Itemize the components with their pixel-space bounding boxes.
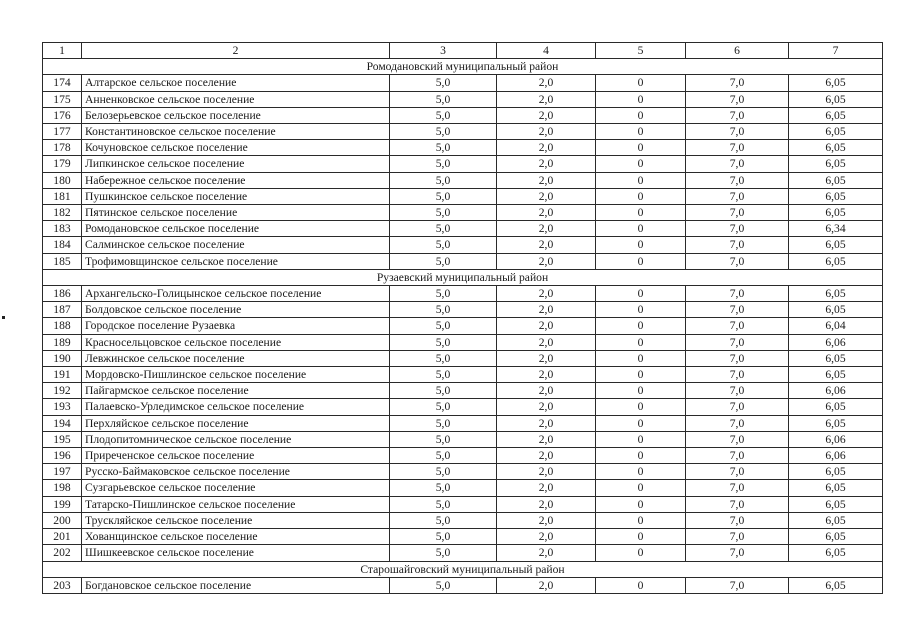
row-number: 182 [43, 205, 82, 221]
value-cell: 2,0 [497, 383, 596, 399]
value-cell: 2,0 [497, 253, 596, 269]
value-cell: 2,0 [497, 545, 596, 561]
settlement-name: Шишкеевское сельское поселение [82, 545, 390, 561]
value-cell: 0 [596, 156, 686, 172]
section-row [43, 59, 883, 75]
value-cell: 0 [596, 367, 686, 383]
value-cell: 5,0 [390, 512, 497, 528]
settlement-name: Белозерьевское сельское поселение [82, 107, 390, 123]
value-cell: 5,0 [390, 399, 497, 415]
table-row [43, 367, 883, 383]
value-cell: 7,0 [686, 415, 789, 431]
settlement-name: Мордовско-Пишлинское сельское поселение [82, 367, 390, 383]
table-row [43, 318, 883, 334]
settlement-name: Трускляйское сельское поселение [82, 512, 390, 528]
value-cell: 5,0 [390, 286, 497, 302]
settlement-name: Татарско-Пишлинское сельское поселение [82, 496, 390, 512]
section-title: Ромодановский муниципальный район [43, 59, 883, 75]
value-cell: 2,0 [497, 188, 596, 204]
settlement-name: Плодопитомническое сельское поселение [82, 431, 390, 447]
settlement-name: Анненковское сельское поселение [82, 91, 390, 107]
settlement-name: Русско-Баймаковское сельское поселение [82, 464, 390, 480]
table-row [43, 302, 883, 318]
value-cell: 2,0 [497, 302, 596, 318]
value-cell: 7,0 [686, 156, 789, 172]
value-cell: 6,05 [789, 172, 883, 188]
table-row [43, 464, 883, 480]
header-cell: 3 [390, 43, 497, 59]
value-cell: 7,0 [686, 464, 789, 480]
value-cell: 7,0 [686, 334, 789, 350]
row-number: 194 [43, 415, 82, 431]
header-cell: 2 [82, 43, 390, 59]
row-number: 190 [43, 350, 82, 366]
value-cell: 2,0 [497, 140, 596, 156]
value-cell: 2,0 [497, 512, 596, 528]
settlement-name: Болдовское сельское поселение [82, 302, 390, 318]
value-cell: 5,0 [390, 124, 497, 140]
table-row [43, 512, 883, 528]
table-row [43, 577, 883, 593]
row-number: 187 [43, 302, 82, 318]
value-cell: 7,0 [686, 318, 789, 334]
row-number: 195 [43, 431, 82, 447]
value-cell: 2,0 [497, 448, 596, 464]
row-number: 186 [43, 286, 82, 302]
table-row [43, 480, 883, 496]
value-cell: 7,0 [686, 286, 789, 302]
table-row [43, 253, 883, 269]
scan-speck [2, 316, 5, 319]
row-number: 181 [43, 188, 82, 204]
row-number: 178 [43, 140, 82, 156]
value-cell: 6,05 [789, 545, 883, 561]
settlement-name: Сузгарьевское сельское поселение [82, 480, 390, 496]
value-cell: 5,0 [390, 415, 497, 431]
settlement-name: Пушкинское сельское поселение [82, 188, 390, 204]
section-title: Старошайговский муниципальный район [43, 561, 883, 577]
value-cell: 5,0 [390, 480, 497, 496]
value-cell: 7,0 [686, 205, 789, 221]
value-cell: 6,05 [789, 140, 883, 156]
value-cell: 2,0 [497, 415, 596, 431]
row-number: 183 [43, 221, 82, 237]
value-cell: 7,0 [686, 577, 789, 593]
value-cell: 6,05 [789, 496, 883, 512]
row-number: 199 [43, 496, 82, 512]
value-cell: 6,05 [789, 577, 883, 593]
table-row [43, 334, 883, 350]
row-number: 180 [43, 172, 82, 188]
value-cell: 2,0 [497, 367, 596, 383]
value-cell: 6,06 [789, 431, 883, 447]
value-cell: 6,05 [789, 512, 883, 528]
value-cell: 0 [596, 124, 686, 140]
settlement-name: Константиновское сельское поселение [82, 124, 390, 140]
table-row [43, 107, 883, 123]
value-cell: 0 [596, 399, 686, 415]
value-cell: 5,0 [390, 577, 497, 593]
value-cell: 0 [596, 350, 686, 366]
settlement-name: Перхляйское сельское поселение [82, 415, 390, 431]
value-cell: 2,0 [497, 399, 596, 415]
table-row [43, 237, 883, 253]
row-number: 200 [43, 512, 82, 528]
value-cell: 7,0 [686, 107, 789, 123]
value-cell: 2,0 [497, 172, 596, 188]
value-cell: 6,05 [789, 107, 883, 123]
value-cell: 5,0 [390, 91, 497, 107]
table-row [43, 448, 883, 464]
table-row [43, 545, 883, 561]
value-cell: 6,05 [789, 188, 883, 204]
value-cell: 7,0 [686, 75, 789, 91]
value-cell: 5,0 [390, 350, 497, 366]
value-cell: 0 [596, 286, 686, 302]
table-row [43, 205, 883, 221]
table-row [43, 221, 883, 237]
value-cell: 5,0 [390, 140, 497, 156]
settlement-name: Городское поселение Рузаевка [82, 318, 390, 334]
value-cell: 0 [596, 237, 686, 253]
table-row [43, 431, 883, 447]
value-cell: 6,04 [789, 318, 883, 334]
value-cell: 5,0 [390, 448, 497, 464]
row-number: 185 [43, 253, 82, 269]
row-number: 184 [43, 237, 82, 253]
value-cell: 7,0 [686, 496, 789, 512]
value-cell: 5,0 [390, 205, 497, 221]
settlement-name: Набережное сельское поселение [82, 172, 390, 188]
value-cell: 2,0 [497, 318, 596, 334]
row-number: 198 [43, 480, 82, 496]
value-cell: 5,0 [390, 302, 497, 318]
row-number: 201 [43, 529, 82, 545]
value-cell: 2,0 [497, 480, 596, 496]
table-body [43, 59, 883, 594]
value-cell: 2,0 [497, 91, 596, 107]
value-cell: 5,0 [390, 496, 497, 512]
header-cell: 5 [596, 43, 686, 59]
value-cell: 5,0 [390, 156, 497, 172]
table-row [43, 156, 883, 172]
section-row [43, 269, 883, 285]
row-number: 189 [43, 334, 82, 350]
settlement-name: Салминское сельское поселение [82, 237, 390, 253]
header-row [43, 43, 883, 59]
value-cell: 2,0 [497, 529, 596, 545]
value-cell: 5,0 [390, 221, 497, 237]
table-row [43, 91, 883, 107]
value-cell: 2,0 [497, 124, 596, 140]
settlement-name: Трофимовщинское сельское поселение [82, 253, 390, 269]
row-number: 174 [43, 75, 82, 91]
value-cell: 0 [596, 75, 686, 91]
value-cell: 2,0 [497, 156, 596, 172]
row-number: 196 [43, 448, 82, 464]
value-cell: 5,0 [390, 107, 497, 123]
row-number: 193 [43, 399, 82, 415]
value-cell: 0 [596, 172, 686, 188]
value-cell: 6,05 [789, 350, 883, 366]
table-row [43, 415, 883, 431]
value-cell: 2,0 [497, 221, 596, 237]
row-number: 192 [43, 383, 82, 399]
section-row [43, 561, 883, 577]
header-cell: 7 [789, 43, 883, 59]
row-number: 191 [43, 367, 82, 383]
value-cell: 6,34 [789, 221, 883, 237]
value-cell: 7,0 [686, 512, 789, 528]
settlement-name: Левжинское сельское поселение [82, 350, 390, 366]
value-cell: 2,0 [497, 496, 596, 512]
value-cell: 6,05 [789, 124, 883, 140]
table-row [43, 188, 883, 204]
settlement-name: Богдановское сельское поселение [82, 577, 390, 593]
value-cell: 6,05 [789, 253, 883, 269]
value-cell: 0 [596, 464, 686, 480]
value-cell: 0 [596, 334, 686, 350]
value-cell: 7,0 [686, 383, 789, 399]
value-cell: 7,0 [686, 91, 789, 107]
settlement-name: Ромодановское сельское поселение [82, 221, 390, 237]
value-cell: 7,0 [686, 172, 789, 188]
value-cell: 0 [596, 205, 686, 221]
value-cell: 5,0 [390, 334, 497, 350]
settlement-name: Приреченское сельское поселение [82, 448, 390, 464]
header-cell: 6 [686, 43, 789, 59]
value-cell: 2,0 [497, 237, 596, 253]
value-cell: 6,05 [789, 75, 883, 91]
value-cell: 6,05 [789, 367, 883, 383]
value-cell: 2,0 [497, 75, 596, 91]
value-cell: 6,05 [789, 415, 883, 431]
settlement-name: Кочуновское сельское поселение [82, 140, 390, 156]
row-number: 177 [43, 124, 82, 140]
value-cell: 6,05 [789, 205, 883, 221]
value-cell: 7,0 [686, 399, 789, 415]
value-cell: 5,0 [390, 383, 497, 399]
row-number: 179 [43, 156, 82, 172]
value-cell: 7,0 [686, 431, 789, 447]
section-title: Рузаевский муниципальный район [43, 269, 883, 285]
value-cell: 7,0 [686, 545, 789, 561]
table-row [43, 286, 883, 302]
settlement-name: Красносельцовское сельское поселение [82, 334, 390, 350]
value-cell: 0 [596, 318, 686, 334]
value-cell: 0 [596, 383, 686, 399]
value-cell: 5,0 [390, 318, 497, 334]
value-cell: 0 [596, 415, 686, 431]
settlement-name: Палаевско-Урледимское сельское поселение [82, 399, 390, 415]
row-number: 188 [43, 318, 82, 334]
value-cell: 2,0 [497, 205, 596, 221]
value-cell: 0 [596, 253, 686, 269]
header-cell: 4 [497, 43, 596, 59]
value-cell: 0 [596, 91, 686, 107]
value-cell: 0 [596, 107, 686, 123]
row-number: 203 [43, 577, 82, 593]
settlement-name: Алтарское сельское поселение [82, 75, 390, 91]
value-cell: 6,06 [789, 383, 883, 399]
value-cell: 0 [596, 221, 686, 237]
value-cell: 2,0 [497, 286, 596, 302]
value-cell: 2,0 [497, 577, 596, 593]
value-cell: 7,0 [686, 302, 789, 318]
value-cell: 0 [596, 529, 686, 545]
value-cell: 7,0 [686, 529, 789, 545]
value-cell: 2,0 [497, 464, 596, 480]
table-row [43, 383, 883, 399]
value-cell: 7,0 [686, 221, 789, 237]
value-cell: 6,05 [789, 91, 883, 107]
header-cell: 1 [43, 43, 82, 59]
settlement-name: Архангельско-Голицынское сельское поселение [82, 286, 390, 302]
value-cell: 6,06 [789, 334, 883, 350]
row-number: 175 [43, 91, 82, 107]
table-row [43, 75, 883, 91]
value-cell: 2,0 [497, 107, 596, 123]
value-cell: 0 [596, 545, 686, 561]
value-cell: 6,06 [789, 448, 883, 464]
row-number: 176 [43, 107, 82, 123]
value-cell: 6,05 [789, 302, 883, 318]
value-cell: 5,0 [390, 545, 497, 561]
settlement-name: Пятинское сельское поселение [82, 205, 390, 221]
settlement-name: Хованщинское сельское поселение [82, 529, 390, 545]
value-cell: 0 [596, 140, 686, 156]
table-row [43, 124, 883, 140]
settlement-name: Липкинское сельское поселение [82, 156, 390, 172]
value-cell: 7,0 [686, 124, 789, 140]
value-cell: 5,0 [390, 464, 497, 480]
value-cell: 6,05 [789, 286, 883, 302]
value-cell: 0 [596, 302, 686, 318]
value-cell: 0 [596, 496, 686, 512]
value-cell: 6,05 [789, 237, 883, 253]
value-cell: 5,0 [390, 367, 497, 383]
table-row [43, 399, 883, 415]
table-row [43, 529, 883, 545]
value-cell: 2,0 [497, 350, 596, 366]
table-row [43, 350, 883, 366]
value-cell: 7,0 [686, 448, 789, 464]
value-cell: 6,05 [789, 156, 883, 172]
value-cell: 6,05 [789, 480, 883, 496]
table-row [43, 496, 883, 512]
value-cell: 6,05 [789, 464, 883, 480]
data-table [42, 42, 883, 594]
value-cell: 0 [596, 577, 686, 593]
value-cell: 7,0 [686, 480, 789, 496]
value-cell: 7,0 [686, 253, 789, 269]
value-cell: 0 [596, 448, 686, 464]
table-row [43, 172, 883, 188]
table-row [43, 140, 883, 156]
value-cell: 6,05 [789, 399, 883, 415]
value-cell: 7,0 [686, 140, 789, 156]
value-cell: 6,05 [789, 529, 883, 545]
value-cell: 7,0 [686, 188, 789, 204]
row-number: 202 [43, 545, 82, 561]
value-cell: 5,0 [390, 431, 497, 447]
row-number: 197 [43, 464, 82, 480]
settlement-name: Пайгармское сельское поселение [82, 383, 390, 399]
value-cell: 7,0 [686, 350, 789, 366]
value-cell: 0 [596, 188, 686, 204]
value-cell: 0 [596, 431, 686, 447]
value-cell: 2,0 [497, 334, 596, 350]
value-cell: 2,0 [497, 431, 596, 447]
value-cell: 0 [596, 512, 686, 528]
value-cell: 7,0 [686, 367, 789, 383]
value-cell: 7,0 [686, 237, 789, 253]
value-cell: 5,0 [390, 529, 497, 545]
value-cell: 5,0 [390, 172, 497, 188]
value-cell: 5,0 [390, 75, 497, 91]
value-cell: 0 [596, 480, 686, 496]
value-cell: 5,0 [390, 237, 497, 253]
value-cell: 5,0 [390, 253, 497, 269]
value-cell: 5,0 [390, 188, 497, 204]
